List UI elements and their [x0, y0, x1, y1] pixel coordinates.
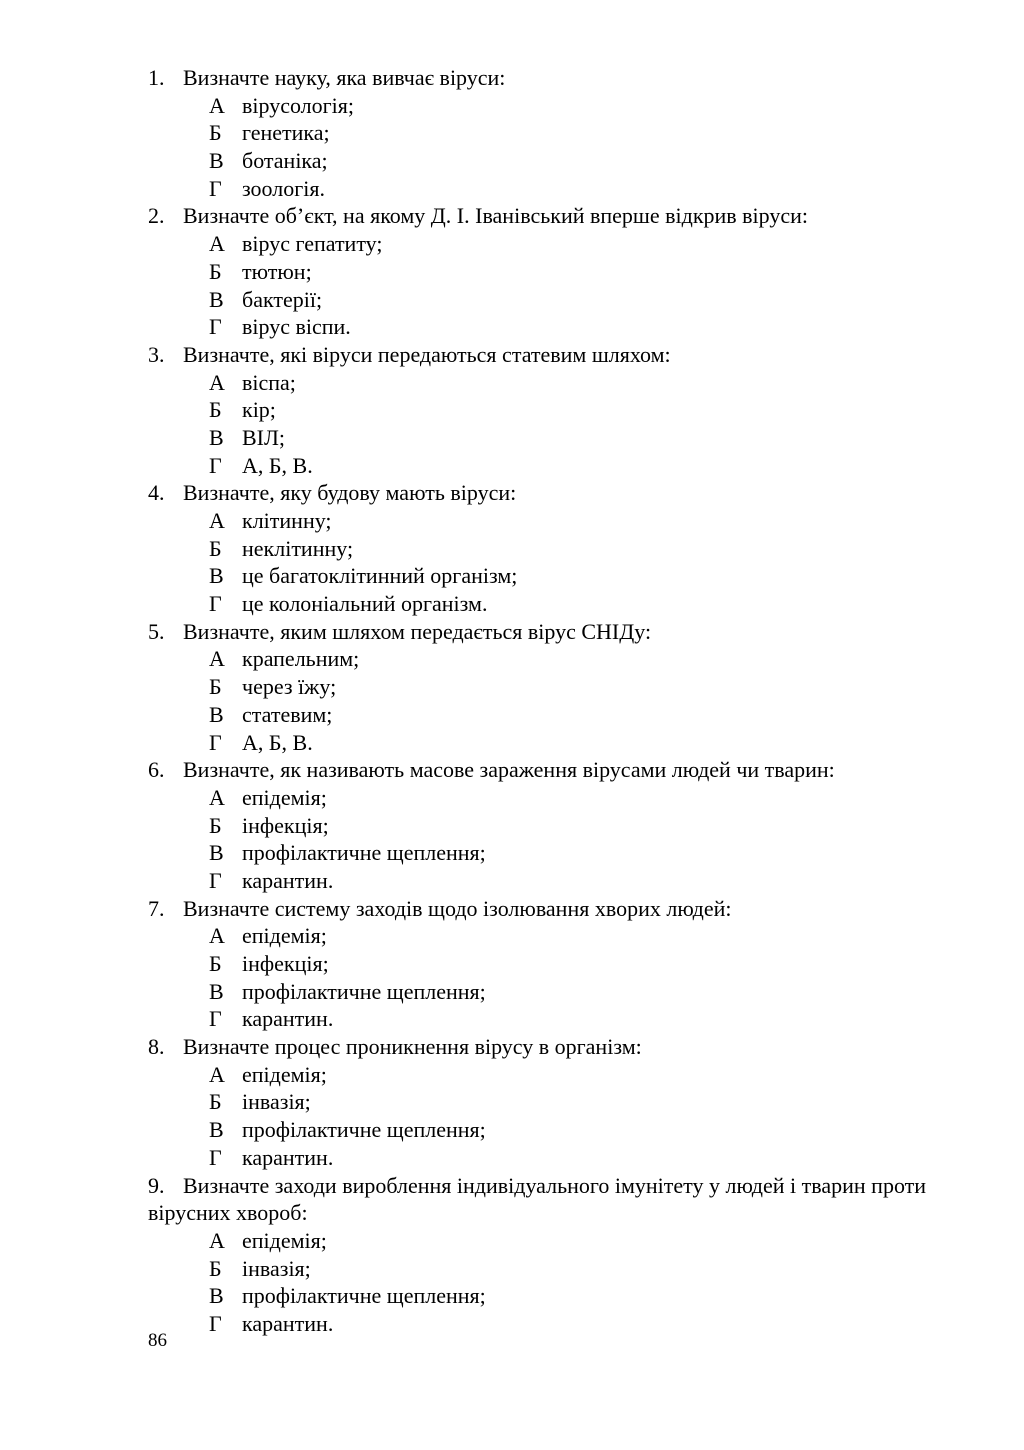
question-number: 2. [148, 203, 165, 229]
option-a [148, 1061, 948, 1089]
option-text: кір; [242, 397, 276, 423]
question-text: Визначте, як називають масове зараження вірусами людей чи тварин: [183, 757, 835, 783]
question-number: 9. [148, 1172, 165, 1198]
question-7 [148, 895, 948, 1033]
question-number: 4. [148, 480, 165, 506]
option-letter: А [209, 1061, 225, 1087]
option-g [148, 313, 948, 341]
page-number: 86 [148, 1330, 167, 1351]
question-number: 1. [148, 65, 165, 90]
option-g [148, 1310, 948, 1338]
option-a [148, 369, 948, 397]
option-text: карантин. [242, 1310, 334, 1336]
option-text: карантин. [242, 1006, 334, 1032]
option-v [148, 1116, 948, 1144]
option-a [148, 645, 948, 673]
option-text: статевим; [242, 701, 333, 727]
option-text: вірус віспи. [242, 314, 351, 340]
option-text: А, Б, В. [242, 729, 313, 755]
option-letter: Б [209, 1255, 222, 1281]
question-3 [148, 341, 948, 479]
question-text: Визначте, яку будову мають віруси: [183, 480, 517, 506]
option-letter: А [209, 369, 225, 395]
option-letter: В [209, 424, 224, 450]
question-text: Визначте, які віруси передаються статевим шляхом: [183, 341, 671, 367]
option-letter: Б [209, 1089, 222, 1115]
question-line [148, 341, 948, 369]
option-letter: В [209, 1117, 224, 1143]
option-text: через їжу; [242, 674, 337, 700]
question-line [148, 618, 948, 646]
option-letter: В [209, 148, 224, 174]
option-letter: В [209, 978, 224, 1004]
question-number: 7. [148, 895, 165, 921]
option-g [148, 1144, 948, 1172]
question-line [148, 895, 948, 923]
question-line [148, 202, 948, 230]
option-text: вірус гепатиту; [242, 231, 383, 257]
option-v [148, 839, 948, 867]
option-b [148, 119, 948, 147]
option-a [148, 230, 948, 258]
option-text: профілактичне щеплення; [242, 840, 486, 866]
option-letter: В [209, 286, 224, 312]
option-a [148, 92, 948, 120]
option-v [148, 1282, 948, 1310]
option-letter: Б [209, 674, 222, 700]
option-v [148, 286, 948, 314]
option-g [148, 867, 948, 895]
question-number: 3. [148, 341, 165, 367]
question-2 [148, 202, 948, 340]
option-letter: А [209, 646, 225, 672]
option-v [148, 562, 948, 590]
option-letter: А [209, 1227, 225, 1253]
option-text: інвазія; [242, 1089, 311, 1115]
question-text: Визначте науку, яка вивчає віруси: [183, 65, 506, 90]
question-line [148, 756, 948, 784]
option-text: інфекція; [242, 951, 329, 976]
option-letter: Г [209, 314, 222, 340]
option-v [148, 147, 948, 175]
question-line [148, 1172, 948, 1227]
option-g [148, 452, 948, 480]
option-a [148, 1227, 948, 1255]
question-line [148, 479, 948, 507]
option-text: вірусологія; [242, 92, 355, 118]
question-6 [148, 756, 948, 894]
option-text: профілактичне щеплення; [242, 1117, 486, 1143]
option-g [148, 590, 948, 618]
question-number: 8. [148, 1034, 165, 1060]
option-a [148, 784, 948, 812]
question-1 [148, 64, 948, 202]
option-text: інвазія; [242, 1255, 311, 1281]
question-text: Визначте процес проникнення вірусу в організм: [183, 1034, 642, 1060]
option-letter: Б [209, 120, 222, 146]
option-a [148, 507, 948, 535]
option-b [148, 1255, 948, 1283]
option-text: карантин. [242, 867, 334, 893]
option-b [148, 258, 948, 286]
option-letter: Г [209, 1144, 222, 1170]
question-number: 6. [148, 757, 165, 783]
option-text: епідемія; [242, 1227, 327, 1253]
option-b [148, 535, 948, 563]
question-5 [148, 618, 948, 756]
question-line [148, 64, 948, 92]
question-text: Визначте, яким шляхом передається вірус СНІДу: [183, 618, 652, 644]
option-a [148, 922, 948, 950]
option-text: зоологія. [242, 175, 326, 201]
option-text: це колоніальний організм. [242, 591, 488, 617]
option-b [148, 812, 948, 840]
question-text: Визначте систему заходів щодо ізолювання хворих людей: [183, 895, 732, 921]
option-text: ботаніка; [242, 148, 328, 174]
question-text: Визначте об’єкт, на якому Д. І. Іванівський вперше відкрив віруси: [183, 203, 809, 229]
option-text: крапельним; [242, 646, 360, 672]
question-4 [148, 479, 948, 617]
option-text: віспа; [242, 369, 296, 395]
option-b [148, 673, 948, 701]
option-letter: Г [209, 867, 222, 893]
option-letter: Г [209, 1310, 222, 1336]
option-text: клітинну; [242, 508, 332, 533]
option-letter: В [209, 701, 224, 727]
option-letter: В [209, 840, 224, 866]
option-text: А, Б, В. [242, 452, 313, 478]
option-letter: Б [209, 535, 222, 561]
option-text: тютюн; [242, 258, 312, 284]
option-text: неклітинну; [242, 535, 354, 561]
question-text: Визначте заходи вироблення індивідуального імунітету у людей і тварин проти вірусних хвороб: [148, 1172, 927, 1226]
option-v [148, 424, 948, 452]
question-8 [148, 1033, 948, 1171]
option-letter: Г [209, 591, 222, 617]
option-letter: Б [209, 258, 222, 284]
option-v [148, 701, 948, 729]
option-text: епідемія; [242, 784, 327, 810]
option-letter: А [209, 923, 225, 949]
option-b [148, 396, 948, 424]
option-letter: В [209, 1283, 224, 1309]
option-g [148, 729, 948, 757]
option-letter: А [209, 784, 225, 810]
option-letter: Б [209, 397, 222, 423]
option-text: профілактичне щеплення; [242, 1283, 486, 1309]
option-text: карантин. [242, 1144, 334, 1170]
option-text: генетика; [242, 120, 330, 146]
option-letter: Г [209, 175, 222, 201]
option-letter: Б [209, 812, 222, 838]
option-g [148, 1005, 948, 1033]
question-9 [148, 1172, 948, 1338]
option-letter: Г [209, 452, 222, 478]
option-letter: Г [209, 1006, 222, 1032]
question-list [148, 64, 948, 1338]
option-b [148, 950, 948, 978]
option-text: профілактичне щеплення; [242, 978, 486, 1004]
option-letter: В [209, 563, 224, 589]
option-text: епідемія; [242, 1061, 327, 1087]
option-letter: А [209, 92, 225, 118]
option-letter: А [209, 231, 225, 257]
option-v [148, 978, 948, 1006]
option-g [148, 175, 948, 203]
question-line [148, 1033, 948, 1061]
option-text: ВІЛ; [242, 424, 286, 450]
option-b [148, 1088, 948, 1116]
option-letter: Б [209, 951, 222, 976]
option-text: епідемія; [242, 923, 327, 949]
option-letter: Г [209, 729, 222, 755]
option-letter: А [209, 508, 225, 533]
option-text: інфекція; [242, 812, 329, 838]
option-text: бактерії; [242, 286, 323, 312]
question-number: 5. [148, 618, 165, 644]
option-text: це багатоклітинний організм; [242, 563, 518, 589]
